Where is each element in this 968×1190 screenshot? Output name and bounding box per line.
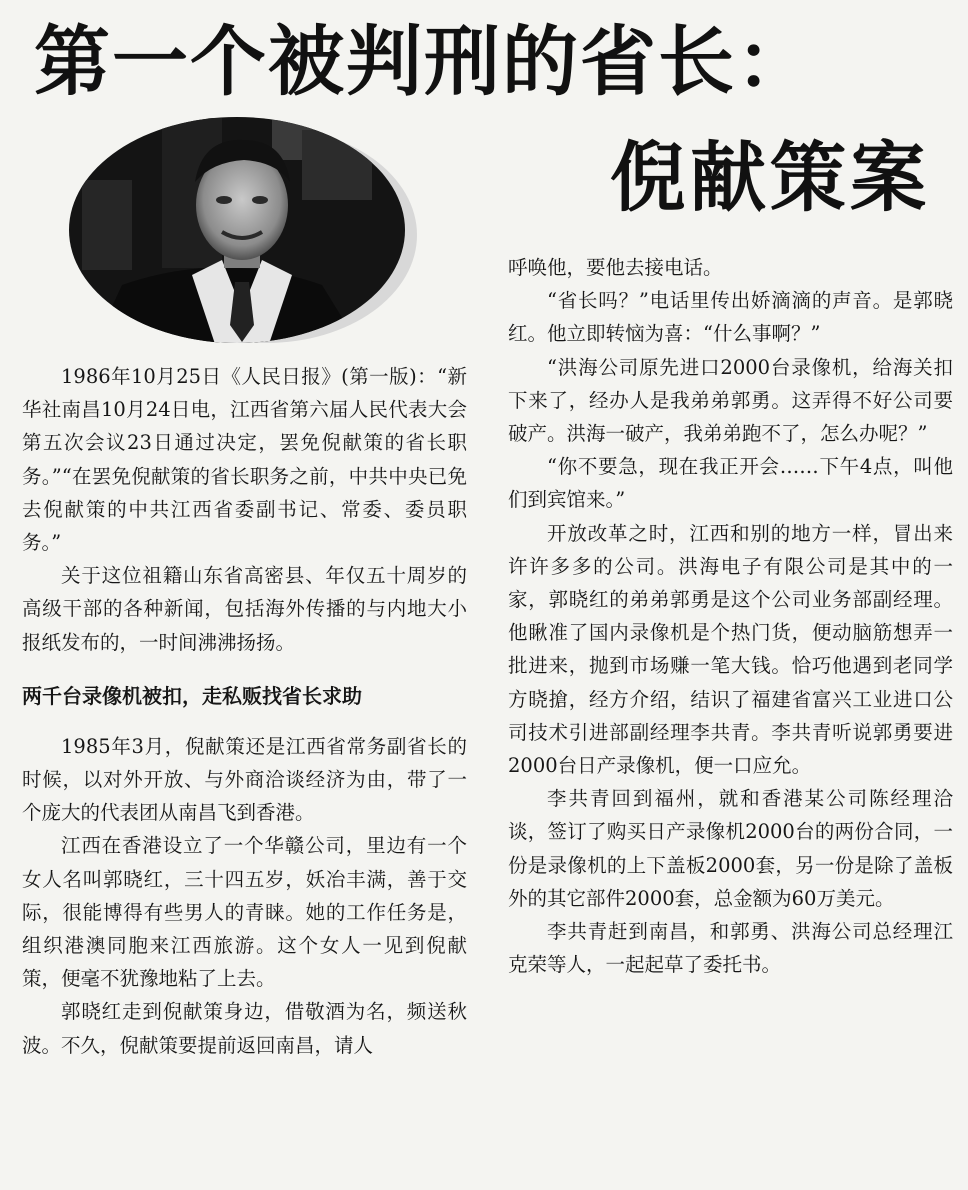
left-column xyxy=(22,360,467,1062)
left-paragraph-5: 郭晓红走到倪献策身边，借敬酒为名，频送秋波。不久，倪献策要提前返回南昌，请人 xyxy=(22,1000,467,1057)
right-paragraph-5: 开放改革之时，江西和别的地方一样，冒出来许许多多的公司。洪海电子有限公司是其中的一家，郭晓红的弟弟郭勇是这个公司业务部副经理。他瞅准了国内录像机是个热门货，便动脑筋想弄一批进来，抛到市场赚一笔大钱。恰巧他遇到老同学方晓搶，经方介绍，结识了福建省富兴工业进口公司技术引进部副经理李共青。李共青听说郭勇要进2000台日产录像机，便一口应允。 xyxy=(508,521,953,778)
section-subheading: 两千台录像机被扣，走私贩找省长求助 xyxy=(22,683,362,708)
right-paragraph-6: 李共青回到福州，就和香港某公司陈经理洽谈，签订了购买日产录像机2000台的两份合同，一份是录像机的上下盖板2000套，另一份是除了盖板外的其它部件2000套，总金额为60万美元。 xyxy=(508,787,953,910)
right-column xyxy=(508,251,953,981)
right-paragraph-4: “你不要急，现在我正开会……下午4点，叫他们到宾馆来。” xyxy=(508,455,953,512)
headline-line-2: 倪献策案 xyxy=(610,133,930,222)
right-paragraph-3: “洪海公司原先进口2000台录像机，给海关扣下来了，经办人是我弟弟郭勇。这弄得不好公司要破产。洪海一破产，我弟弟跑不了，怎么办呢？” xyxy=(508,355,953,446)
left-paragraph-1: 1986年10月25日《人民日报》(第一版)：“新华社南昌10月24日电，江西省第六届人民代表大会第五次会议23日通过决定，罢免倪献策的省长职务。”“在罢免倪献策的省长职务之前，中共中央已免去倪献策的中共江西省委副书记、常委、委员职务。” xyxy=(22,365,467,555)
left-paragraph-2: 关于这位祖籍山东省高密县、年仅五十周岁的高级干部的各种新闻，包括海外传播的与内地大小报纸发布的，一时间沸沸扬扬。 xyxy=(22,564,467,654)
right-paragraph-7: 李共青赶到南昌，和郭勇、洪海公司总经理江克荣等人，一起起草了委托书。 xyxy=(508,920,953,977)
right-paragraph-1: 呼唤他，要他去接电话。 xyxy=(508,256,723,279)
left-paragraph-3: 1985年3月，倪献策还是江西省常务副省长的时候，以对外开放、与外商洽谈经济为由，带了一个庞大的代表团从南昌飞到香港。 xyxy=(22,734,467,825)
portrait-photo xyxy=(62,110,422,350)
right-paragraph-2: “省长吗？”电话里传出娇滴滴的声音。是郭晓红。他立即转恼为喜：“什么事啊？” xyxy=(508,289,953,346)
headline-line-1: 第一个被判刑的省长： xyxy=(34,17,814,106)
left-paragraph-4: 江西在香港设立了一个华赣公司，里边有一个女人名叫郭晓红，三十四五岁，妖冶丰满，善于交际，很能博得有些男人的青睐。她的工作任务是，组织港澳同胞来江西旅游。这个女人一见到倪献策，便毫不犹豫地粘了上去。 xyxy=(22,834,467,991)
